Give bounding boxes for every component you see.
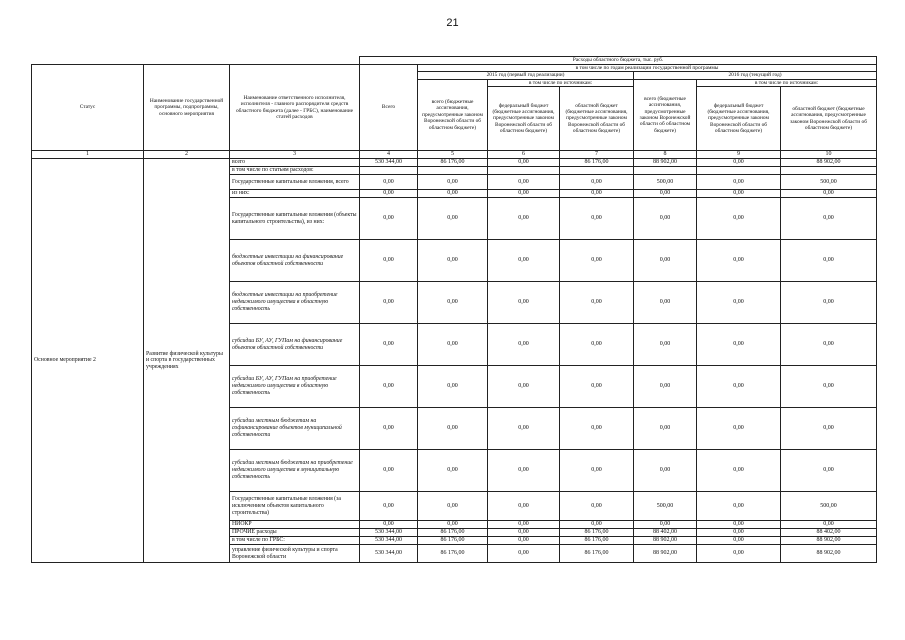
column-number: 10 xyxy=(781,151,877,159)
header-executor: Наименование ответственного исполнителя, исполнителя - главного распорядителя средств областного бюджета (далее - ГРБС), наименование статей расходов xyxy=(230,65,360,151)
row-label: Государственные капитальные вложения (объекты капитального строительства), из них: xyxy=(230,198,360,240)
budget-table xyxy=(31,56,877,563)
value-cell-col-8: 0,00 xyxy=(634,198,697,240)
value-cell-col-5: 0,00 xyxy=(418,450,488,492)
row-label: субсидии местным бюджетам на софинансирование объектов муниципальной собственности xyxy=(230,408,360,450)
value-cell-col-7: 0,00 xyxy=(560,190,634,198)
page-number: 21 xyxy=(446,17,459,29)
value-cell-col-10: 0,00 xyxy=(781,450,877,492)
row-label: субсидии БУ, АУ, ГУПам на финансирование объектов областной собственности xyxy=(230,324,360,366)
value-cell-col-8: 0,00 xyxy=(634,240,697,282)
header-by-sources-2015: в том числе по источникам: xyxy=(488,79,634,86)
header-program-name: Наименование государственной программы, подпрограммы, основного мероприятия xyxy=(144,65,230,151)
value-cell-col-5: 86 176,00 xyxy=(418,159,488,167)
row-label: бюджетные инвестиции на приобретение недвижимого имущества в областную собственность xyxy=(230,282,360,324)
value-cell-col-5: 0,00 xyxy=(418,240,488,282)
value-cell-col-9: 0,00 xyxy=(697,408,781,450)
header-year-2015: 2015 год (первый год реализации) xyxy=(418,72,634,79)
value-cell-col-10: 500,00 xyxy=(781,492,877,521)
status-cell: Основное мероприятие 2 xyxy=(32,159,144,563)
row-label: в том числе по ГРБС: xyxy=(230,537,360,545)
value-cell-col-10: 500,00 xyxy=(781,175,877,190)
value-cell-col-7: 0,00 xyxy=(560,240,634,282)
row-label: субсидии БУ, АУ, ГУПам на приобретение недвижимого имущества в областную собственность xyxy=(230,366,360,408)
value-cell-col-6: 0,00 xyxy=(488,282,560,324)
value-cell-col-10: 0,00 xyxy=(781,282,877,324)
value-cell-col-10: 88 902,00 xyxy=(781,159,877,167)
value-cell-col-8: 88 402,00 xyxy=(634,529,697,537)
value-cell-col-5: 0,00 xyxy=(418,198,488,240)
row-label: НИОКР xyxy=(230,521,360,529)
value-cell-col-10: 0,00 xyxy=(781,240,877,282)
value-cell-col-4: 0,00 xyxy=(360,190,418,198)
value-cell-col-5: 0,00 xyxy=(418,366,488,408)
header-by-years: в том числе по годам реализации государственной программы xyxy=(418,65,877,72)
row-label: бюджетные инвестиции на финансирование объектов областной собственности xyxy=(230,240,360,282)
row-label: всего xyxy=(230,159,360,167)
value-cell-col-7: 0,00 xyxy=(560,408,634,450)
value-cell-col-6: 0,00 xyxy=(488,240,560,282)
value-cell-col-10: 0,00 xyxy=(781,366,877,408)
value-cell-col-10: 0,00 xyxy=(781,521,877,529)
value-cell-col-6: 0,00 xyxy=(488,450,560,492)
value-cell-col-8: 0,00 xyxy=(634,366,697,408)
value-cell-col-10 xyxy=(781,167,877,175)
value-cell-col-9: 0,00 xyxy=(697,175,781,190)
value-cell-col-6: 0,00 xyxy=(488,408,560,450)
value-cell-col-6: 0,00 xyxy=(488,492,560,521)
value-cell-col-9: 0,00 xyxy=(697,190,781,198)
value-cell-col-9: 0,00 xyxy=(697,450,781,492)
value-cell-col-8: 0,00 xyxy=(634,190,697,198)
value-cell-col-4: 0,00 xyxy=(360,240,418,282)
header-budget-title: Расходы областного бюджета, тыс. руб. xyxy=(360,57,877,65)
value-cell-col-9: 0,00 xyxy=(697,366,781,408)
header-year-2016: 2016 год (текущий год) xyxy=(634,72,877,79)
column-number: 9 xyxy=(697,151,781,159)
program-cell: Развитие физической культуры и спорта в государственных учреждениях xyxy=(144,159,230,563)
value-cell-col-9: 0,00 xyxy=(697,492,781,521)
value-cell-col-8 xyxy=(634,167,697,175)
header-col-6: федеральный бюджет (бюджетные ассигнования, предусмотренные законом Воронежской области об областном бюджете) xyxy=(488,87,560,151)
value-cell-col-5: 86 176,00 xyxy=(418,529,488,537)
value-cell-col-6: 0,00 xyxy=(488,366,560,408)
value-cell-col-8: 500,00 xyxy=(634,175,697,190)
value-cell-col-5: 86 176,00 xyxy=(418,545,488,563)
value-cell-col-6: 0,00 xyxy=(488,198,560,240)
value-cell-col-6: 0,00 xyxy=(488,521,560,529)
value-cell-col-8: 0,00 xyxy=(634,282,697,324)
value-cell-col-6: 0,00 xyxy=(488,529,560,537)
data-rows xyxy=(32,159,877,563)
value-cell-col-5: 0,00 xyxy=(418,190,488,198)
value-cell-col-10: 0,00 xyxy=(781,190,877,198)
value-cell-col-8: 88 902,00 xyxy=(634,159,697,167)
row-label: Государственные капитальные вложения, всего xyxy=(230,175,360,190)
value-cell-col-5: 86 176,00 xyxy=(418,537,488,545)
value-cell-col-4: 0,00 xyxy=(360,324,418,366)
row-label: из них: xyxy=(230,190,360,198)
value-cell-col-7: 86 176,00 xyxy=(560,545,634,563)
value-cell-col-5: 0,00 xyxy=(418,175,488,190)
column-numbers-row xyxy=(32,151,877,159)
header-by-sources-2016: в том числе по источникам: xyxy=(697,79,877,86)
row-label: в том числе по статьям расходов: xyxy=(230,167,360,175)
value-cell-col-7: 0,00 xyxy=(560,366,634,408)
value-cell-col-4: 530 344,00 xyxy=(360,545,418,563)
value-cell-col-9 xyxy=(697,167,781,175)
value-cell-col-6: 0,00 xyxy=(488,537,560,545)
header-col-5: всего (бюджетные ассигнования, предусмотренные законом Воронежской области об областном бюджете) xyxy=(418,79,488,150)
value-cell-col-9: 0,00 xyxy=(697,282,781,324)
value-cell-col-6: 0,00 xyxy=(488,159,560,167)
value-cell-col-4: 530 344,00 xyxy=(360,529,418,537)
value-cell-col-7: 0,00 xyxy=(560,521,634,529)
value-cell-col-10: 88 902,00 xyxy=(781,537,877,545)
row-label: ПРОЧИЕ расходы xyxy=(230,529,360,537)
value-cell-col-10: 0,00 xyxy=(781,198,877,240)
value-cell-col-7: 0,00 xyxy=(560,450,634,492)
value-cell-col-10: 88 902,00 xyxy=(781,545,877,563)
value-cell-col-6: 0,00 xyxy=(488,190,560,198)
value-cell-col-9: 0,00 xyxy=(697,545,781,563)
header-col-7: областной бюджет (бюджетные ассигнования, предусмотренные законом Воронежской области об областном бюджете) xyxy=(560,87,634,151)
value-cell-col-8: 0,00 xyxy=(634,324,697,366)
value-cell-col-10: 88 402,00 xyxy=(781,529,877,537)
value-cell-col-7: 86 176,00 xyxy=(560,159,634,167)
column-number: 8 xyxy=(634,151,697,159)
value-cell-col-7: 86 176,00 xyxy=(560,529,634,537)
value-cell-col-7: 0,00 xyxy=(560,198,634,240)
value-cell-col-10: 0,00 xyxy=(781,324,877,366)
value-cell-col-8: 500,00 xyxy=(634,492,697,521)
header-total: Всего xyxy=(360,65,418,151)
value-cell-col-6: 0,00 xyxy=(488,324,560,366)
value-cell-col-4: 0,00 xyxy=(360,198,418,240)
value-cell-col-4: 0,00 xyxy=(360,366,418,408)
value-cell-col-7: 86 176,00 xyxy=(560,537,634,545)
value-cell-col-8: 0,00 xyxy=(634,521,697,529)
column-number: 7 xyxy=(560,151,634,159)
header-status: Статус xyxy=(32,65,144,151)
row-label: управление физической культуры и спорта Воронежской области xyxy=(230,545,360,563)
value-cell-col-6 xyxy=(488,167,560,175)
row-label: Государственные капитальные вложения (за исключением объектов капитального строительства) xyxy=(230,492,360,521)
value-cell-col-5: 0,00 xyxy=(418,408,488,450)
value-cell-col-8: 88 902,00 xyxy=(634,537,697,545)
column-number: 2 xyxy=(144,151,230,159)
value-cell-col-4: 530 344,00 xyxy=(360,537,418,545)
value-cell-col-7: 0,00 xyxy=(560,282,634,324)
column-number: 3 xyxy=(230,151,360,159)
value-cell-col-8: 0,00 xyxy=(634,408,697,450)
column-number: 6 xyxy=(488,151,560,159)
value-cell-col-4: 0,00 xyxy=(360,492,418,521)
value-cell-col-5: 0,00 xyxy=(418,492,488,521)
value-cell-col-4: 530 344,00 xyxy=(360,159,418,167)
column-number: 5 xyxy=(418,151,488,159)
value-cell-col-8: 88 902,00 xyxy=(634,545,697,563)
column-number: 4 xyxy=(360,151,418,159)
value-cell-col-4: 0,00 xyxy=(360,282,418,324)
value-cell-col-7: 0,00 xyxy=(560,324,634,366)
header-blank xyxy=(32,57,360,65)
value-cell-col-7: 0,00 xyxy=(560,492,634,521)
value-cell-col-10: 0,00 xyxy=(781,408,877,450)
column-number: 1 xyxy=(32,151,144,159)
value-cell-col-4: 0,00 xyxy=(360,521,418,529)
value-cell-col-9: 0,00 xyxy=(697,521,781,529)
value-cell-col-5: 0,00 xyxy=(418,324,488,366)
header-col-9: федеральный бюджет (бюджетные ассигнования, предусмотренные законом Воронежской области об областном бюджете) xyxy=(697,87,781,151)
value-cell-col-9: 0,00 xyxy=(697,324,781,366)
value-cell-col-7 xyxy=(560,167,634,175)
header-col-8: всего (бюджетные ассигнования, предусмотренные законом Воронежской области об областном бюджете) xyxy=(634,79,697,150)
value-cell-col-9: 0,00 xyxy=(697,537,781,545)
value-cell-col-4: 0,00 xyxy=(360,450,418,492)
value-cell-col-9: 0,00 xyxy=(697,240,781,282)
value-cell-col-5 xyxy=(418,167,488,175)
value-cell-col-9: 0,00 xyxy=(697,198,781,240)
value-cell-col-5: 0,00 xyxy=(418,282,488,324)
value-cell-col-5: 0,00 xyxy=(418,521,488,529)
value-cell-col-9: 0,00 xyxy=(697,529,781,537)
value-cell-col-4: 0,00 xyxy=(360,175,418,190)
header-col-10: областной бюджет (бюджетные ассигнования, предусмотренные законом Воронежской области об областном бюджете) xyxy=(781,87,877,151)
row-label: субсидии местным бюджетам на приобретение недвижимого имущества в муниципальную собственность xyxy=(230,450,360,492)
value-cell-col-4 xyxy=(360,167,418,175)
value-cell-col-4: 0,00 xyxy=(360,408,418,450)
value-cell-col-6: 0,00 xyxy=(488,175,560,190)
value-cell-col-9: 0,00 xyxy=(697,159,781,167)
value-cell-col-7: 0,00 xyxy=(560,175,634,190)
value-cell-col-6: 0,00 xyxy=(488,545,560,563)
table-row xyxy=(32,159,877,167)
value-cell-col-8: 0,00 xyxy=(634,450,697,492)
